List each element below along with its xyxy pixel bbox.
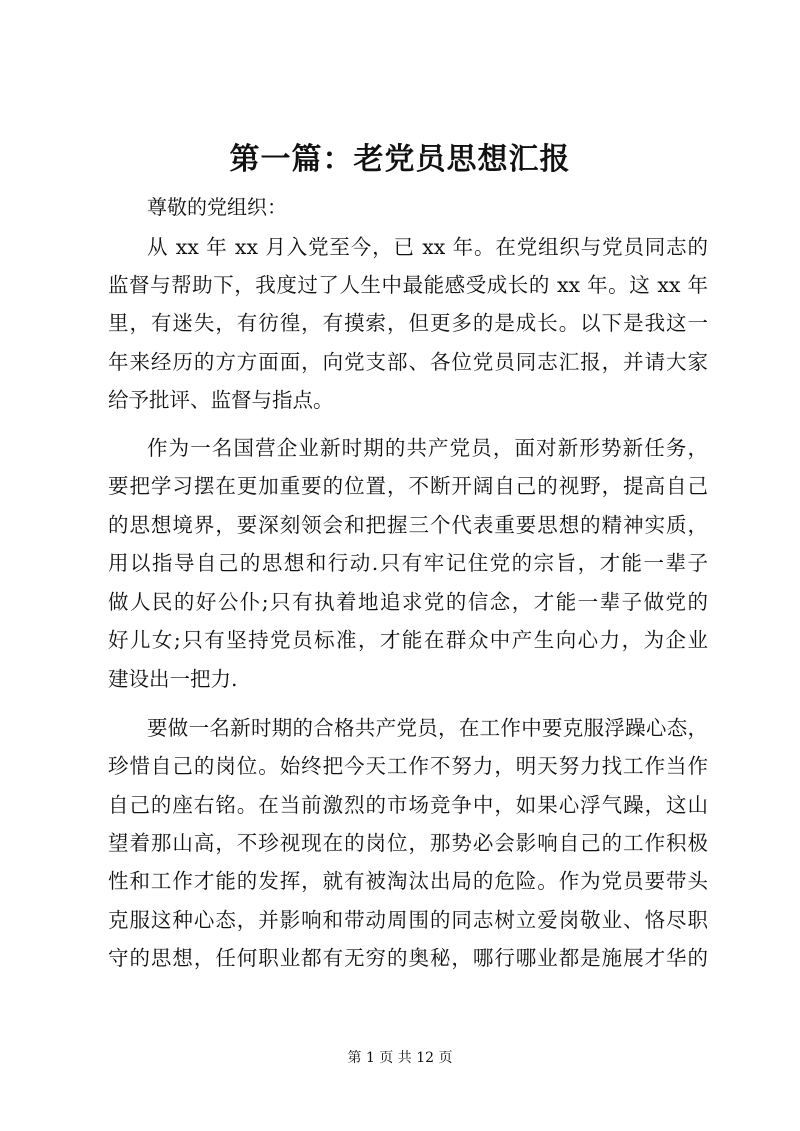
paragraph-line: 要做一名新时期的合格共产党员，在工作中要克服浮躁心态， bbox=[147, 716, 708, 740]
paragraph-line: 年来经历的方方面面，向党支部、各位党员同志汇报，并请大家 bbox=[108, 350, 708, 374]
paragraph-line: 的思想境界，要深刻领会和把握三个代表重要思想的精神实质， bbox=[108, 513, 708, 537]
paragraph-line: 好儿女;只有坚持党员标准，才能在群众中产生向心力，为企业 bbox=[108, 628, 708, 652]
paragraph-line: 要把学习摆在更加重要的位置，不断开阔自己的视野，提高自己 bbox=[108, 474, 708, 498]
paragraph-line: 作为一名国营企业新时期的共产党员，面对新形势新任务， bbox=[147, 436, 708, 460]
paragraph-line: 做人民的好公仆;只有执着地追求党的信念，才能一辈子做党的 bbox=[108, 590, 708, 614]
paragraph-line: 用以指导自己的思想和行动.只有牢记住党的宗旨，才能一辈子 bbox=[108, 551, 708, 575]
paragraph-line: 性和工作才能的发挥，就有被淘汰出局的危险。作为党员要带头 bbox=[108, 869, 708, 893]
paragraph-line: 自己的座右铭。在当前激烈的市场竞争中，如果心浮气躁，这山 bbox=[108, 793, 708, 817]
paragraph-line: 监督与帮助下，我度过了人生中最能感受成长的 xx 年。这 xx 年 bbox=[108, 273, 708, 297]
paragraph-line: 从 xx 年 xx 月入党至今，已 xx 年。在党组织与党员同志的 bbox=[147, 235, 708, 259]
paragraph-line: 建设出一把力. bbox=[108, 667, 238, 691]
paragraph-line: 给予批评、监督与指点。 bbox=[108, 388, 334, 412]
page-number: 第 1 页 共 12 页 bbox=[347, 1050, 453, 1066]
paragraph-line: 珍惜自己的岗位。始终把今天工作不努力，明天努力找工作当作 bbox=[108, 754, 708, 778]
salutation: 尊敬的党组织： bbox=[147, 195, 287, 219]
paragraph-line: 克服这种心态，并影响和带动周围的同志树立爱岗敬业、恪尽职 bbox=[108, 908, 708, 932]
document-title: 第一篇：老党员思想汇报 bbox=[229, 142, 571, 177]
paragraph-line: 守的思想，任何职业都有无穷的奥秘，哪行哪业都是施展才华的 bbox=[108, 946, 708, 970]
paragraph-line: 里，有迷失，有彷徨，有摸索，但更多的是成长。以下是我这一 bbox=[108, 311, 708, 335]
paragraph-line: 望着那山高，不珍视现在的岗位，那势必会影响自己的工作积极 bbox=[108, 831, 708, 855]
